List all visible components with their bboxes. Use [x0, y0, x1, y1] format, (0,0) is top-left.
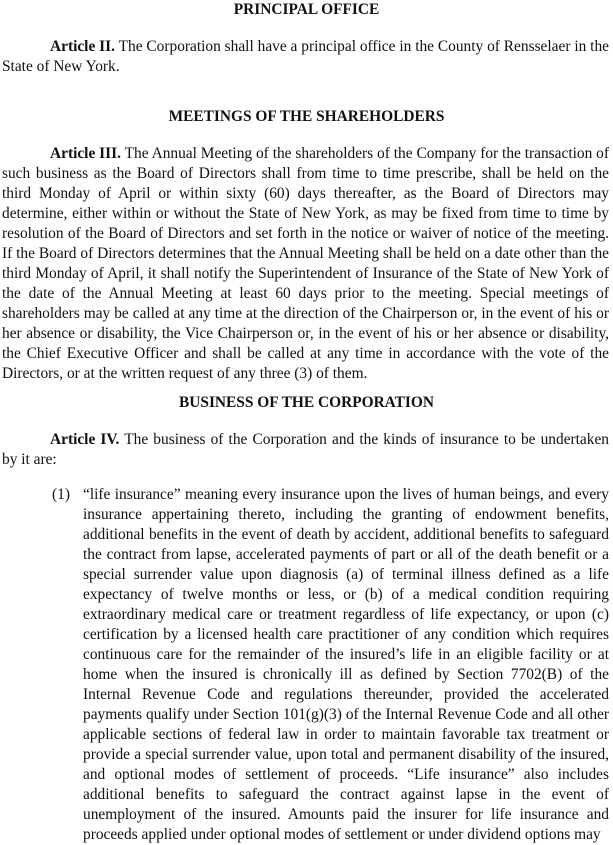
article-label: Article II. [50, 38, 115, 55]
article-text: The Annual Meeting of the shareholders of the Company for the transaction of such business as the Board of Directors shall from time to time prescribe, shall be held on the third Monday of April or within sixty (60) days thereafter, as the Board of Directors may determine, either within or without the State of New York, as may be fixed from time to time by resolution of the Board of Directors and set forth in the notice or waiver of notice of the meeting. If the Board of Directors determines that the Annual Meeting shall be held on a date other than the third Monday of April, it shall notify the Superintendent of Insurance of the State of New York of the date of the Annual Meeting at least 60 days prior to the meeting. Special meetings of shareholders may be called at any time at the direction of the Chairperson or, in the event of his or her absence or disability, the Vice Chairperson or, in the event of his or her absence or disability, the Chief Executive Officer and shall be called at any time in accordance with the vote of the Directors, or at the written request of any three (3) of them. [2, 145, 609, 382]
paragraph-article-ii [2, 37, 609, 77]
heading-principal-office: PRINCIPAL OFFICE [233, 1, 380, 18]
list-item-number: (1) [52, 486, 70, 503]
paragraph-article-iii [2, 144, 609, 384]
article-label: Article III. [50, 145, 121, 162]
article-text: The Corporation shall have a principal office in the County of Rensselaer in the State of New York. [2, 38, 609, 75]
article-text: The business of the Corporation and the kinds of insurance to be undertaken by it are: [2, 431, 609, 468]
heading-meetings: MEETINGS OF THE SHAREHOLDERS [168, 108, 445, 125]
heading-business: BUSINESS OF THE CORPORATION [179, 394, 434, 411]
list-item-text: “life insurance” meaning every insurance upon the lives of human beings, and every insurance appertaining thereto, including the granting of endowment benefits, additional benefits in the event of death by accident, additional benefits to safeguard the contract from lapse, accelerated payments of part or all of the death benefit or a special surrender value upon diagnosis (a) of terminal illness defined as a life expectancy of twelve months or less, or (b) of a medical condition requiring extraordinary medical care or treatment regardless of life expectancy, or upon (c) certification by a licensed health care practitioner of any condition which requires continuous care for the remainder of the insured’s life in an eligible facility or at home when the insured is chronically ill as defined by Section 7702(B) of the Internal Revenue Code and regulations thereunder, provided the accelerated payments qualify under Section 101(g)(3) of the Internal Revenue Code and all other applicable sections of federal law in order to maintain favorable tax treatment or provide a special surrender value, upon total and permanent disability of the insured, and optional modes of settlement of proceeds. “Life insurance” also includes additional benefits to safeguard the contract against lapse in the event of unemployment of the insured. Amounts paid the insurer for life insurance and proceeds applied under optional modes of settlement or under dividend options may [83, 486, 609, 843]
article-label: Article IV. [50, 431, 120, 448]
paragraph-article-iv [2, 430, 609, 470]
